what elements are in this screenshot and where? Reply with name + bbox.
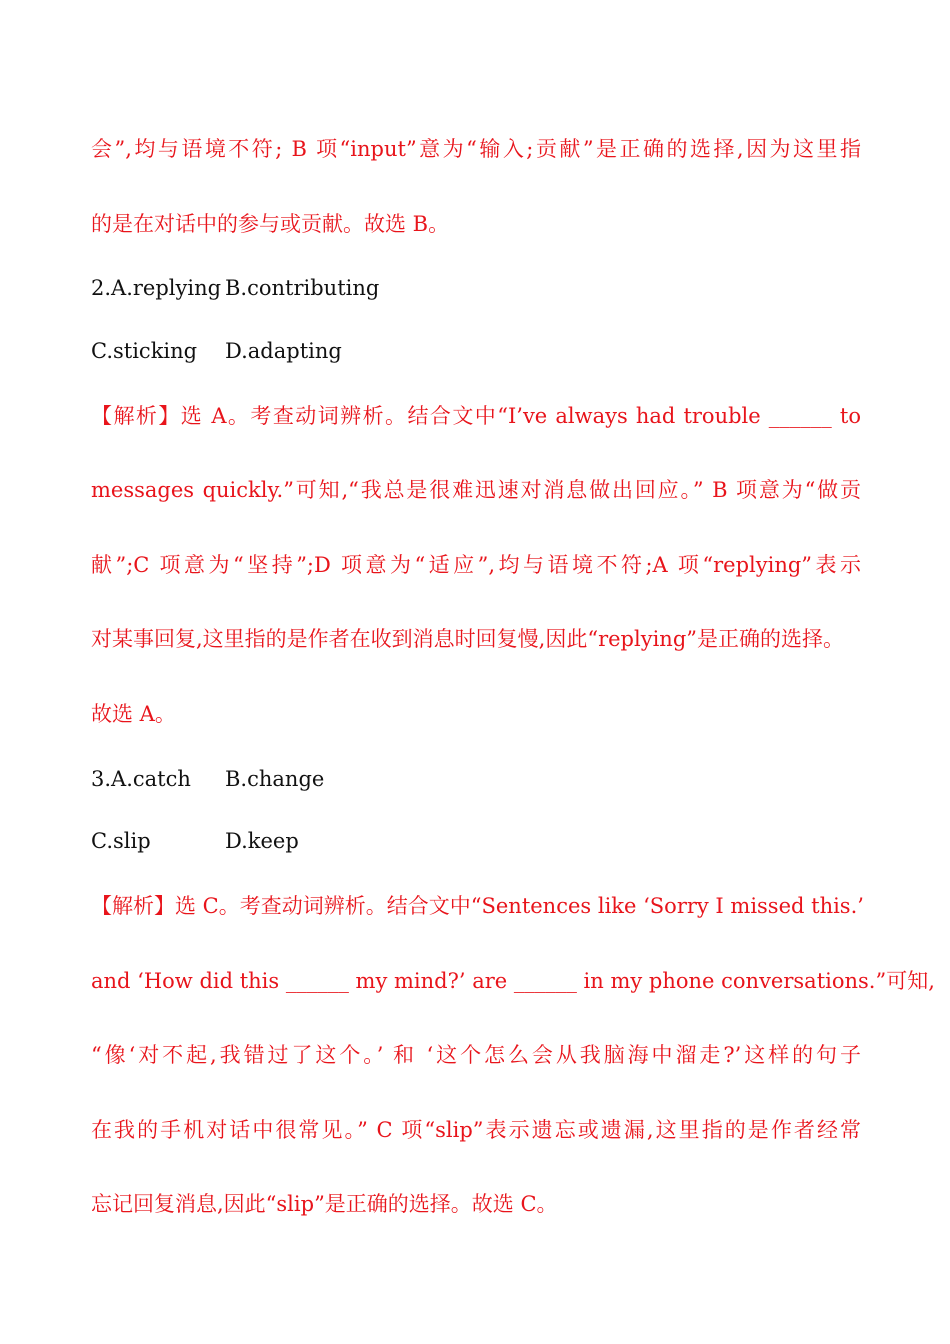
option-d: D.adapting: [225, 339, 342, 363]
options-row: [91, 336, 861, 366]
options-row: [91, 764, 861, 794]
option-d: D.keep: [225, 829, 299, 853]
option-c: C.sticking: [91, 339, 198, 363]
analysis-line: 【解析】选 C。考查动词辨析。结合文中“Sentences like ‘Sorry I missed this.’: [91, 894, 864, 918]
analysis-line: 献”;C 项意为“坚持”;D 项意为“适应”,均与语境不符;A 项“replying”表示: [91, 553, 861, 577]
option-c: C.slip: [91, 829, 151, 853]
analysis-line: 对某事回复,这里指的是作者在收到消息时回复慢,因此“replying”是正确的选择。: [91, 627, 844, 651]
analysis-line: 忘记回复消息,因此“slip”是正确的选择。故选 C。: [91, 1192, 558, 1216]
option-b: B.contributing: [225, 276, 380, 300]
analysis-line: “像‘对不起,我错过了这个。’ 和 ‘这个怎么会从我脑海中溜走?’这样的句子: [91, 1043, 861, 1067]
explanation-line: 的是在对话中的参与或贡献。故选 B。: [91, 212, 450, 236]
options-row: [91, 273, 861, 303]
analysis-line: 故选 A。: [91, 702, 176, 726]
analysis-line: 【解析】选 A。考查动词辨析。结合文中“I’ve always had trouble ______ to: [91, 404, 861, 428]
options-row: [91, 826, 861, 856]
analysis-line: 在我的手机对话中很常见。” C 项“slip”表示遗忘或遗漏,这里指的是作者经常: [91, 1118, 861, 1142]
explanation-line: 会”,均与语境不符; B 项“input”意为“输入;贡献”是正确的选择,因为这里指: [91, 137, 861, 161]
analysis-line: messages quickly.”可知,“我总是很难迅速对消息做出回应。” B 项意为“做贡: [91, 478, 861, 502]
option-a: 2.A.replying: [91, 276, 222, 300]
option-b: B.change: [225, 767, 325, 791]
option-a: 3.A.catch: [91, 767, 191, 791]
analysis-line: and ‘How did this ______ my mind?’ are ______ in my phone conversations.”可知,: [91, 969, 935, 993]
